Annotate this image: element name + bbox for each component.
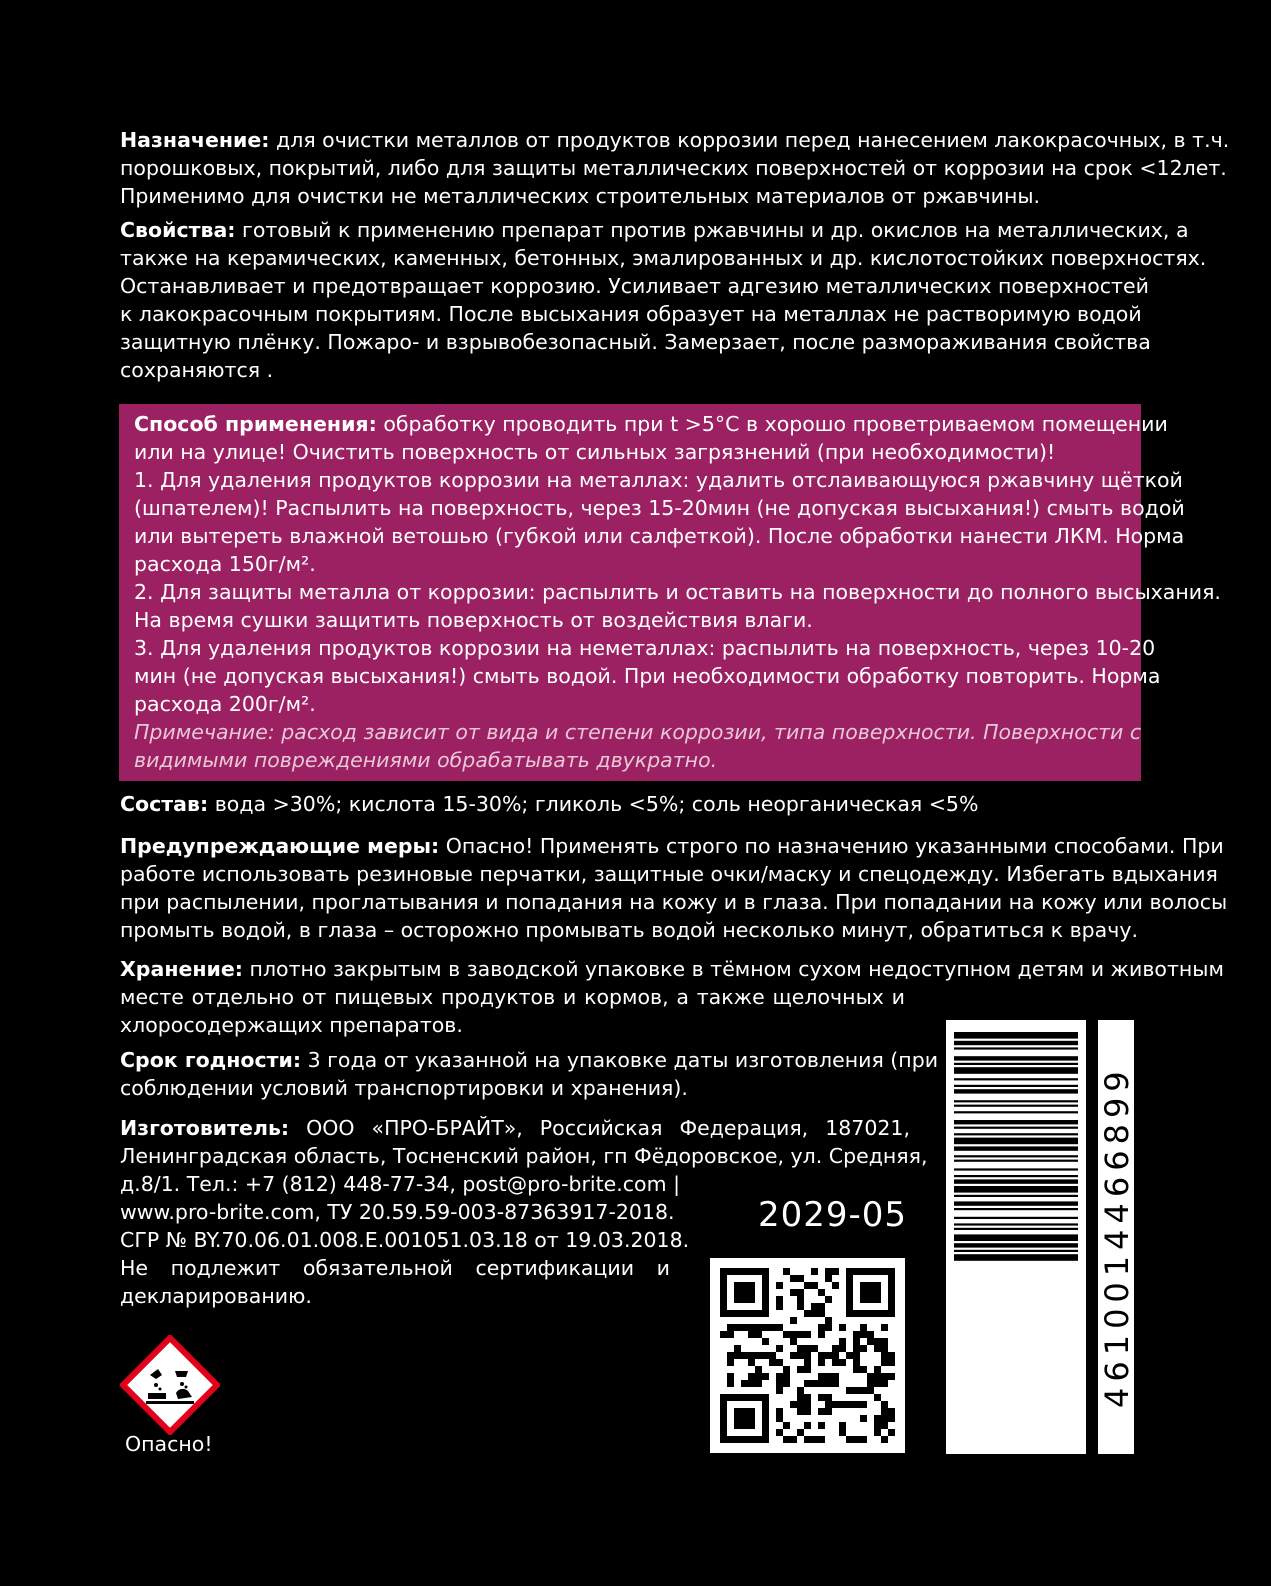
- qr-module: [783, 1436, 790, 1443]
- qr-module: [797, 1275, 804, 1282]
- qr-module: [734, 1352, 741, 1359]
- qr-module: [881, 1436, 888, 1443]
- qr-module: [811, 1268, 818, 1275]
- qr-module: [790, 1338, 797, 1345]
- qr-module: [783, 1380, 790, 1387]
- qr-module: [881, 1338, 888, 1345]
- qr-module: [741, 1380, 748, 1387]
- qr-module: [818, 1310, 825, 1317]
- barcode-bar: [954, 1127, 1078, 1129]
- qr-module: [825, 1275, 832, 1282]
- qr-module: [776, 1429, 783, 1436]
- qr-finder-center: [734, 1282, 755, 1303]
- qr-module: [860, 1331, 867, 1338]
- qr-module: [853, 1331, 860, 1338]
- qr-module: [804, 1352, 811, 1359]
- barcode-bar: [954, 1063, 1078, 1065]
- qr-module: [839, 1338, 846, 1345]
- qr-module: [741, 1352, 748, 1359]
- qr-module: [825, 1394, 832, 1401]
- barcode-bar: [954, 1120, 1078, 1124]
- barcode-bar: [954, 1085, 1078, 1087]
- qr-module: [734, 1345, 741, 1352]
- qr-module: [776, 1408, 783, 1415]
- qr-module: [797, 1408, 804, 1415]
- qr-module: [769, 1352, 776, 1359]
- qr-module: [727, 1352, 734, 1359]
- qr-module: [797, 1352, 804, 1359]
- properties-label: Свойства:: [120, 218, 236, 242]
- qr-module: [804, 1345, 811, 1352]
- qr-module: [853, 1359, 860, 1366]
- qr-module: [839, 1401, 846, 1408]
- qr-module: [755, 1324, 762, 1331]
- qr-module: [888, 1352, 895, 1359]
- qr-module: [804, 1401, 811, 1408]
- qr-module: [797, 1429, 804, 1436]
- qr-module: [804, 1436, 811, 1443]
- barcode-bar: [954, 1186, 1078, 1193]
- corrosive-hazard-icon: [120, 1335, 220, 1435]
- qr-module: [881, 1373, 888, 1380]
- qr-module: [881, 1408, 888, 1415]
- qr-module: [846, 1352, 853, 1359]
- qr-module: [839, 1345, 846, 1352]
- qr-module: [881, 1415, 888, 1422]
- qr-module: [825, 1373, 832, 1380]
- qr-module: [755, 1380, 762, 1387]
- qr-module: [790, 1289, 797, 1296]
- qr-module: [811, 1436, 818, 1443]
- barcode-bar: [954, 1032, 1078, 1039]
- qr-module: [797, 1303, 804, 1310]
- qr-module: [818, 1352, 825, 1359]
- qr-module: [818, 1331, 825, 1338]
- qr-module: [748, 1324, 755, 1331]
- qr-module: [811, 1380, 818, 1387]
- qr-module: [867, 1331, 874, 1338]
- qr-module: [867, 1338, 874, 1345]
- qr-code-image: [710, 1258, 905, 1453]
- purpose-label: Назначение:: [120, 128, 270, 152]
- barcode-bar: [954, 1105, 1078, 1107]
- barcode-bar: [954, 1168, 1078, 1170]
- qr-module: [804, 1380, 811, 1387]
- barcode-number: 4610014466899: [1098, 1020, 1134, 1454]
- barcode-bar: [954, 1179, 1078, 1183]
- qr-module: [727, 1380, 734, 1387]
- qr-module: [797, 1366, 804, 1373]
- qr-module: [825, 1401, 832, 1408]
- qr-module: [769, 1359, 776, 1366]
- qr-module: [874, 1380, 881, 1387]
- qr-module: [818, 1436, 825, 1443]
- qr-module: [832, 1380, 839, 1387]
- qr-module: [888, 1415, 895, 1422]
- qr-module: [776, 1324, 783, 1331]
- qr-module: [720, 1331, 727, 1338]
- composition-label: Состав:: [120, 792, 209, 816]
- qr-module: [790, 1275, 797, 1282]
- barcode-bar: [954, 1041, 1078, 1045]
- qr-module: [867, 1373, 874, 1380]
- barcode-bar: [954, 1254, 1078, 1261]
- qr-module: [888, 1429, 895, 1436]
- qr-module: [867, 1387, 874, 1394]
- barcode-bar: [954, 1208, 1078, 1210]
- barcode-bar: [954, 1047, 1078, 1049]
- qr-module: [818, 1380, 825, 1387]
- qr-code: [710, 1258, 905, 1453]
- storage-section: Хранение: плотно закрытым в заводской упаковке в тёмном сухом недоступном детям и животным месте отдельно от пищевых продуктов и кормов, а также щелочных и хлоросодержащих препаратов.: [120, 957, 1224, 1037]
- qr-module: [783, 1422, 790, 1429]
- qr-module: [783, 1373, 790, 1380]
- manufacturer-label: Изготовитель:: [120, 1116, 290, 1140]
- barcode-bar: [954, 1138, 1078, 1145]
- qr-module: [818, 1394, 825, 1401]
- qr-module: [748, 1380, 755, 1387]
- qr-module: [741, 1324, 748, 1331]
- qr-module: [776, 1373, 783, 1380]
- qr-module: [825, 1296, 832, 1303]
- qr-module: [888, 1373, 895, 1380]
- qr-module: [853, 1366, 860, 1373]
- barcode-bar: [954, 1201, 1078, 1205]
- purpose-section: Назначение: для очистки металлов от продуктов коррозии перед нанесением лакокрасочных, в т.ч. порошковых, покрытий, либо для защиты металлических поверхностей от коррозии на срок <12лет. Применимо для очистки не металлических строительных материалов от ржавчины.: [120, 128, 1230, 208]
- qr-module: [776, 1296, 783, 1303]
- qr-module: [776, 1359, 783, 1366]
- qr-module: [853, 1345, 860, 1352]
- qr-module: [818, 1303, 825, 1310]
- qr-module: [832, 1268, 839, 1275]
- qr-module: [874, 1373, 881, 1380]
- qr-module: [881, 1422, 888, 1429]
- qr-module: [776, 1303, 783, 1310]
- qr-module: [783, 1268, 790, 1275]
- barcode-bar: [954, 1175, 1078, 1177]
- qr-module: [881, 1401, 888, 1408]
- qr-module: [874, 1338, 881, 1345]
- hazard-label: Опасно!: [125, 1432, 213, 1456]
- qr-finder-center: [860, 1282, 881, 1303]
- qr-module: [881, 1324, 888, 1331]
- qr-module: [860, 1345, 867, 1352]
- barcode-bar: [954, 1228, 1078, 1230]
- qr-module: [881, 1352, 888, 1359]
- barcode-bar: [954, 1250, 1078, 1252]
- barcode-bar: [954, 1056, 1078, 1060]
- qr-module: [748, 1373, 755, 1380]
- qr-module: [818, 1422, 825, 1429]
- qr-module: [867, 1380, 874, 1387]
- storage-label: Хранение:: [120, 957, 244, 981]
- qr-module: [797, 1289, 804, 1296]
- qr-module: [797, 1345, 804, 1352]
- qr-module: [860, 1401, 867, 1408]
- qr-module: [860, 1387, 867, 1394]
- qr-module: [790, 1331, 797, 1338]
- barcode-bar: [954, 1160, 1078, 1162]
- qr-module: [811, 1303, 818, 1310]
- qr-module: [888, 1408, 895, 1415]
- qr-module: [874, 1422, 881, 1429]
- qr-module: [811, 1310, 818, 1317]
- usage-label: Способ применения:: [134, 412, 377, 436]
- qr-module: [874, 1394, 881, 1401]
- qr-module: [825, 1380, 832, 1387]
- qr-module: [776, 1282, 783, 1289]
- qr-module: [727, 1331, 734, 1338]
- qr-module: [804, 1422, 811, 1429]
- qr-module: [783, 1331, 790, 1338]
- qr-module: [825, 1268, 832, 1275]
- barcode-bars: [946, 1020, 1086, 1454]
- qr-module: [888, 1359, 895, 1366]
- qr-module: [804, 1359, 811, 1366]
- barcode-bar: [954, 1100, 1078, 1102]
- barcode-bar: [954, 1133, 1078, 1135]
- qr-module: [755, 1352, 762, 1359]
- qr-module: [853, 1401, 860, 1408]
- qr-module: [839, 1422, 846, 1429]
- qr-module: [811, 1282, 818, 1289]
- qr-module: [832, 1345, 839, 1352]
- qr-module: [748, 1331, 755, 1338]
- qr-module: [804, 1331, 811, 1338]
- qr-module: [818, 1359, 825, 1366]
- qr-module: [874, 1415, 881, 1422]
- qr-module: [804, 1366, 811, 1373]
- qr-module: [839, 1359, 846, 1366]
- qr-module: [839, 1429, 846, 1436]
- qr-module: [811, 1345, 818, 1352]
- qr-module: [818, 1373, 825, 1380]
- qr-module: [797, 1394, 804, 1401]
- qr-module: [853, 1338, 860, 1345]
- barcode-bar: [954, 1223, 1078, 1225]
- qr-module: [874, 1366, 881, 1373]
- qr-module: [818, 1289, 825, 1296]
- qr-module: [776, 1345, 783, 1352]
- qr-module: [825, 1317, 832, 1324]
- qr-module: [846, 1436, 853, 1443]
- qr-module: [804, 1282, 811, 1289]
- qr-module: [776, 1415, 783, 1422]
- qr-module: [748, 1352, 755, 1359]
- qr-module: [727, 1373, 734, 1380]
- qr-module: [790, 1317, 797, 1324]
- qr-module: [832, 1373, 839, 1380]
- barcode: [946, 1020, 1086, 1454]
- shelf-life-section: Срок годности: 3 года от указанной на упаковке даты изготовления (при соблюдении условий транспортировки и хранения).: [120, 1048, 939, 1100]
- qr-module: [783, 1366, 790, 1373]
- qr-module: [797, 1296, 804, 1303]
- qr-module: [790, 1352, 797, 1359]
- barcode-bar: [954, 1234, 1078, 1241]
- qr-module: [727, 1324, 734, 1331]
- qr-module: [797, 1331, 804, 1338]
- qr-module: [825, 1324, 832, 1331]
- qr-module: [874, 1429, 881, 1436]
- qr-module: [776, 1380, 783, 1387]
- qr-module: [790, 1401, 797, 1408]
- qr-module: [832, 1359, 839, 1366]
- qr-module: [853, 1352, 860, 1359]
- barcode-bar: [954, 1067, 1078, 1074]
- qr-module: [860, 1366, 867, 1373]
- qr-module: [790, 1436, 797, 1443]
- qr-module: [818, 1408, 825, 1415]
- shelf-life-label: Срок годности:: [120, 1048, 302, 1072]
- qr-module: [762, 1338, 769, 1345]
- qr-module: [860, 1415, 867, 1422]
- qr-module: [762, 1324, 769, 1331]
- warnings-section: Предупреждающие меры: Опасно! Применять строго по назначению указанными способами. При работе использовать резиновые перчатки, защитные очки/маску и спецодежду. Избегать вдыхания при распылении, проглатывания и попадания на кожу и в глаза. При попадании на кожу или волосы промыть водой, в глаза – осторожно промывать водой несколько минут, обратиться к врачу.: [120, 834, 1228, 942]
- qr-module: [762, 1373, 769, 1380]
- qr-module: [881, 1359, 888, 1366]
- qr-module: [853, 1387, 860, 1394]
- date-code: 2029-05: [758, 1195, 908, 1235]
- qr-module: [776, 1387, 783, 1394]
- qr-module: [839, 1324, 846, 1331]
- qr-module: [804, 1408, 811, 1415]
- warnings-label: Предупреждающие меры:: [120, 834, 440, 858]
- barcode-bar: [954, 1217, 1078, 1219]
- qr-module: [860, 1436, 867, 1443]
- qr-module: [734, 1324, 741, 1331]
- qr-module: [769, 1324, 776, 1331]
- qr-module: [727, 1359, 734, 1366]
- qr-module: [755, 1366, 762, 1373]
- qr-module: [797, 1401, 804, 1408]
- barcode-bar: [954, 1243, 1078, 1247]
- qr-module: [881, 1380, 888, 1387]
- qr-module: [874, 1345, 881, 1352]
- qr-module: [860, 1324, 867, 1331]
- usage-section: Способ применения: обработку проводить при t >5°С в хорошо проветриваемом помещении или на улице! Очистить поверхность от сильных загрязнений (при необходимости)! 1. Для удаления продуктов коррозии на металлах: удалить отслаивающуюся ржавчину щёткой (шпателем)! Распылить на поверхность, через 15-20мин (не допуская высыхания!) смыть водой или вытереть влажной ветошью (губкой или салфеткой). После обработки нанести ЛКМ. Норма расхода 150г/м². 2. Для защиты металла от коррозии: распылить и оставить на поверхности до полного высыхания. На время сушки защитить поверхность от воздействия влаги. 3. Для удаления продуктов коррозии на неметаллах: распылить на поверхность, через 10-20 мин (не допуская высыхания!) смыть водой. При необходимости обработку повторить. Норма расхода 200г/м². Примечание: расход зависит от вида и степени коррозии, типа поверхности. Поверхности с видимыми повреждениями обрабатывать двукратно.: [119, 404, 1141, 781]
- qr-module: [755, 1331, 762, 1338]
- barcode-bar: [954, 1146, 1078, 1150]
- qr-module: [832, 1401, 839, 1408]
- qr-module: [832, 1282, 839, 1289]
- qr-module: [846, 1401, 853, 1408]
- qr-module: [755, 1373, 762, 1380]
- barcode-bar: [954, 1111, 1078, 1113]
- qr-module: [825, 1408, 832, 1415]
- qr-module: [825, 1352, 832, 1359]
- composition-section: Состав: вода >30%; кислота 15-30%; гликоль <5%; соль неорганическая <5%: [120, 792, 979, 816]
- barcode-bar: [954, 1078, 1078, 1080]
- barcode-bar: [954, 1089, 1078, 1093]
- qr-module: [818, 1324, 825, 1331]
- qr-module: [804, 1394, 811, 1401]
- qr-module: [846, 1387, 853, 1394]
- qr-module: [804, 1310, 811, 1317]
- qr-finder-center: [734, 1408, 755, 1429]
- qr-module: [797, 1387, 804, 1394]
- qr-module: [853, 1436, 860, 1443]
- properties-section: Свойства: готовый к применению препарат против ржавчины и др. окислов на металлических, а также на керамических, каменных, бетонных, эмалированных и др. кислотостойких поверхностях. Останавливает и предотвращает коррозию. Усиливает адгезию металлических поверхностей к лакокрасочным покрытиям. После высыхания образует на металлах не растворимую водой защитную плёнку. Пожаро- и взрывобезопасный. Замерзает, после размораживания свойства сохраняются .: [120, 218, 1207, 382]
- qr-module: [832, 1352, 839, 1359]
- manufacturer-section: Изготовитель: ООО «ПРО-БРАЙТ», Российская Федерация, 187021, Ленинградская область, Тосненский район, гп Фёдоровское, ул. Средняя, д.8/1. Тел.: +7 (812) 448-77-34, post@pro-brite.com | www.pro-brite.com, ТУ 20.59.59-003-87363917-2018. СГР № BY.70.06.01.008.E.001051.03.18 от 19.03.2018. Не подлежит обязательной сертификации и декларированию.: [120, 1116, 928, 1308]
- qr-module: [881, 1345, 888, 1352]
- qr-module: [748, 1359, 755, 1366]
- qr-module: [762, 1352, 769, 1359]
- usage-note: Примечание: расход зависит от вида и степени коррозии, типа поверхности. Поверхности с: [134, 720, 1142, 744]
- barcode-bar: [954, 1155, 1078, 1157]
- barcode-bar: [954, 1195, 1078, 1197]
